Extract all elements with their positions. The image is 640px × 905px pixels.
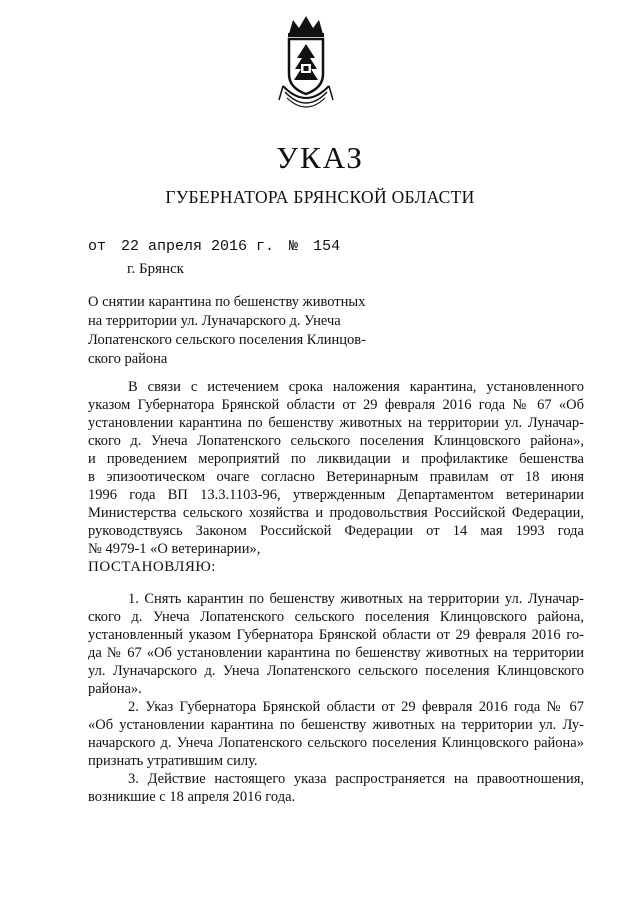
item-line: начарского д. Унеча Лопатенского сельского поселения Клинцовского района» xyxy=(88,735,584,751)
item-line: района». xyxy=(88,681,142,697)
item-line: возникшие с 18 апреля 2016 года. xyxy=(88,789,296,805)
document-title: УКАЗ xyxy=(276,140,364,175)
subject-line: ского района xyxy=(88,351,168,367)
decree-item-2 xyxy=(88,698,584,770)
item-line: 2. Указ Губернатора Брянской области от 29 февраля 2016 года № 67 xyxy=(128,699,584,715)
item-line: 3. Действие настоящего указа распространяется на правоотношения, xyxy=(128,771,584,787)
decree-body xyxy=(88,378,584,806)
preamble-line: в эпизоотическом очаге согласно Ветеринарным правилам от 18 июня xyxy=(88,469,584,485)
item-line: 1. Снять карантин по бешенству животных на территории ул. Луначар- xyxy=(128,591,584,607)
preamble-line: Министерства сельского хозяйства и продовольствия Российской Федерации, xyxy=(88,505,584,521)
decree-item-1 xyxy=(88,590,584,698)
preamble-line: указом Губернатора Брянской области от 29 февраля 2016 года № 67 «Об xyxy=(88,397,584,413)
item-line: ского д. Унеча Лопатенского сельского поселения Клинцовского района, xyxy=(88,609,584,625)
number-sign: № xyxy=(289,238,299,255)
decree-keyword: ПОСТАНОВЛЯЮ: xyxy=(88,559,216,575)
preamble-line: установлении карантина по бешенству животных на территории ул. Луначар- xyxy=(88,415,584,431)
place-of-issue: г. Брянск xyxy=(127,261,184,277)
decree-item-3 xyxy=(88,770,584,806)
preamble-line: 1996 года ВП 13.3.1103-96, утвержденным Департаментом ветеринарии xyxy=(88,487,584,503)
preamble-line: ского д. Унеча Лопатенского сельского поселения Клинцовского района», xyxy=(88,433,584,449)
item-line: «Об установлении карантина по бешенству животных на территории ул. Лу- xyxy=(88,717,584,733)
date-line xyxy=(88,238,346,255)
document-issuer: ГУБЕРНАТОРА БРЯНСКОЙ ОБЛАСТИ xyxy=(165,187,475,207)
item-line: установленный указом Губернатора Брянской области от 29 февраля 2016 го- xyxy=(88,627,584,643)
decree-subject xyxy=(88,293,398,369)
coat-of-arms-emblem xyxy=(275,14,337,114)
preamble xyxy=(88,378,584,558)
item-line: ул. Луначарского д. Унеча Лопатенского сельского поселения Клинцовского xyxy=(88,663,584,679)
subject-line: на территории ул. Луначарского д. Унеча xyxy=(88,313,341,329)
subject-line: Лопатенского сельского поселения Клинцов- xyxy=(88,332,366,348)
decree-date: 22 апреля 2016 г. xyxy=(121,238,275,255)
preamble-line: В связи с истечением срока наложения карантина, установленного xyxy=(128,379,584,395)
item-line: признать утратившим силу. xyxy=(88,753,258,769)
date-prefix: от xyxy=(88,238,107,255)
preamble-line: и проведением мероприятий по ликвидации и профилактике бешенства xyxy=(88,451,584,467)
preamble-line: № 4979-1 «О ветеринарии», xyxy=(88,541,261,557)
subject-line: О снятии карантина по бешенству животных xyxy=(88,294,366,310)
preamble-line: руководствуясь Законом Российской Федерации от 14 мая 1993 года xyxy=(88,523,584,539)
item-line: да № 67 «Об установлении карантина по бешенству животных на территории xyxy=(88,645,584,661)
decree-number: 154 xyxy=(313,238,341,255)
